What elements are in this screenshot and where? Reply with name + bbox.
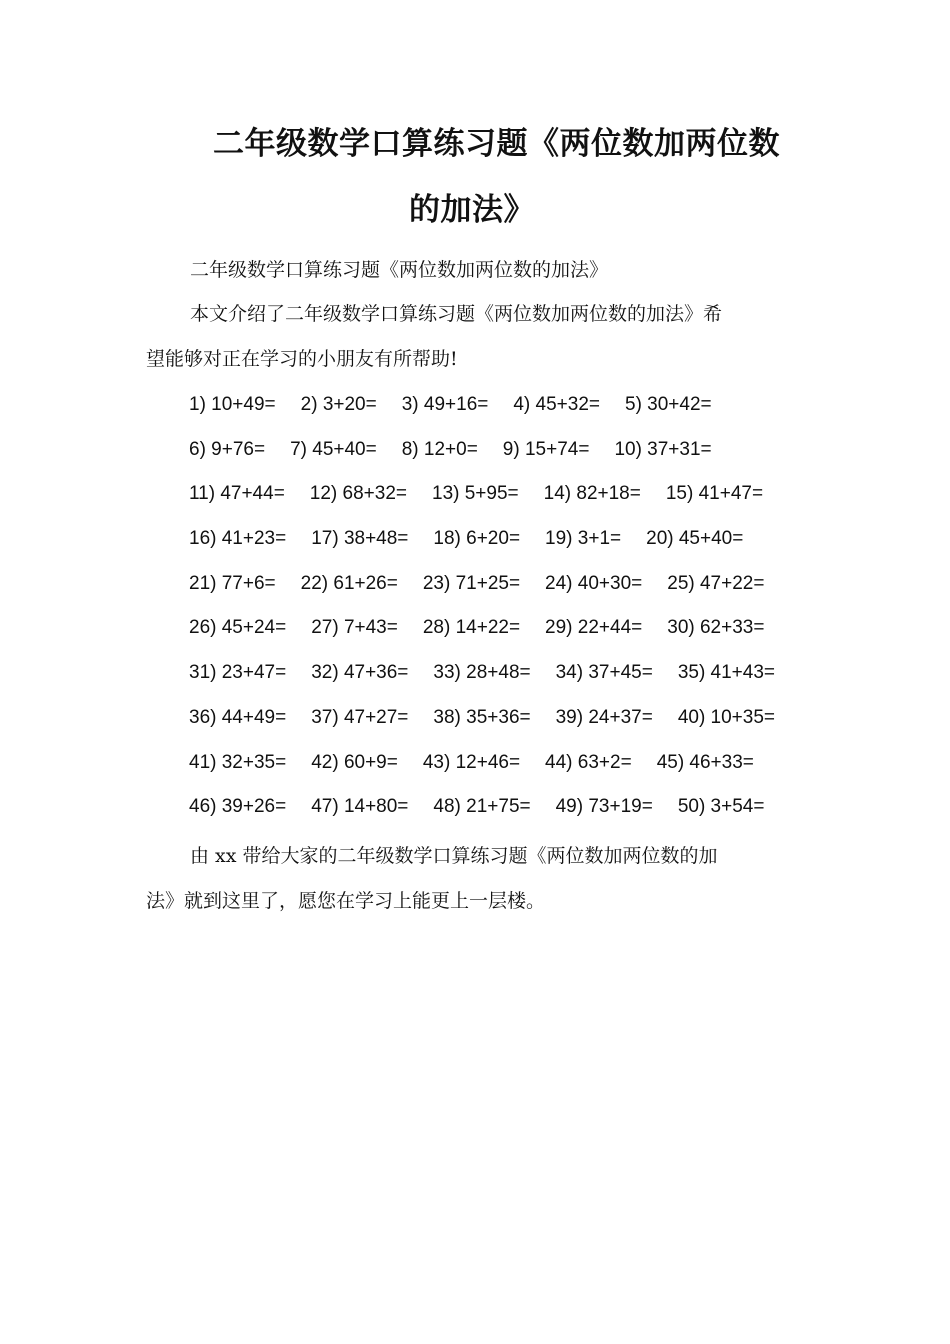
document-title-line-1: 二年级数学口算练习题《两位数加两位数 — [213, 126, 780, 162]
arithmetic-problem: 44) 63+2= — [545, 751, 632, 773]
arithmetic-problem: 37) 47+27= — [311, 706, 409, 728]
arithmetic-problem: 15) 41+47= — [665, 483, 764, 505]
problem-row — [189, 703, 829, 748]
arithmetic-problem: 48) 21+75= — [433, 796, 531, 818]
arithmetic-problem: 25) 47+22= — [667, 572, 765, 594]
closing-paragraph-line-2: 法》就到这里了，愿您在学习上能更上一层楼。 — [146, 890, 546, 912]
arithmetic-problem: 6) 9+76= — [189, 438, 266, 460]
problem-row — [189, 524, 829, 569]
problem-row — [189, 479, 829, 524]
arithmetic-problem: 2) 3+20= — [300, 394, 377, 415]
arithmetic-problem: 20) 45+40= — [646, 528, 744, 550]
arithmetic-problem: 22) 61+26= — [300, 572, 398, 594]
arithmetic-problem: 9) 15+74= — [502, 438, 590, 460]
arithmetic-problem: 41) 32+35= — [189, 751, 287, 773]
arithmetic-problem: 24) 40+30= — [545, 572, 643, 594]
arithmetic-problem: 4) 45+32= — [513, 394, 600, 415]
arithmetic-problem: 34) 37+45= — [555, 662, 653, 684]
arithmetic-problem: 47) 14+80= — [311, 796, 409, 818]
closing-paragraph-line-1: 由 xx 带给大家的二年级数学口算练习题《两位数加两位数的加 — [190, 845, 718, 867]
arithmetic-problem: 10) 37+31= — [614, 438, 712, 460]
arithmetic-problem: 21) 77+6= — [189, 572, 276, 594]
arithmetic-problem: 18) 6+20= — [433, 528, 521, 550]
arithmetic-problem: 26) 45+24= — [189, 617, 287, 639]
problem-row — [189, 792, 829, 837]
problem-row — [189, 613, 829, 658]
arithmetic-problem: 16) 41+23= — [189, 528, 287, 550]
arithmetic-problem: 7) 45+40= — [290, 438, 377, 460]
arithmetic-problem: 36) 44+49= — [189, 706, 287, 728]
problem-row — [189, 569, 829, 614]
problem-row — [189, 390, 829, 435]
arithmetic-problem: 27) 7+43= — [311, 617, 398, 639]
arithmetic-problem: 46) 39+26= — [189, 796, 287, 818]
arithmetic-problem: 42) 60+9= — [311, 751, 398, 773]
arithmetic-problem: 30) 62+33= — [667, 617, 765, 639]
arithmetic-problem: 33) 28+48= — [433, 662, 531, 684]
document-subtitle: 二年级数学口算练习题《两位数加两位数的加法》 — [190, 259, 609, 281]
arithmetic-problem: 8) 12+0= — [401, 438, 478, 460]
problem-row — [189, 748, 829, 793]
arithmetic-problem: 31) 23+47= — [189, 662, 287, 684]
problem-row — [189, 435, 829, 480]
intro-paragraph-line-1: 本文介绍了二年级数学口算练习题《两位数加两位数的加法》希 — [190, 303, 723, 325]
arithmetic-problem: 11) 47+44= — [189, 483, 285, 505]
arithmetic-problem: 50) 3+54= — [677, 796, 765, 818]
arithmetic-problem: 45) 46+33= — [656, 751, 754, 773]
arithmetic-problem: 38) 35+36= — [433, 706, 531, 728]
arithmetic-problem: 39) 24+37= — [555, 706, 653, 728]
arithmetic-problem: 23) 71+25= — [422, 572, 521, 594]
problem-row — [189, 658, 829, 703]
arithmetic-problem: 5) 30+42= — [625, 394, 712, 415]
arithmetic-problem: 49) 73+19= — [555, 796, 653, 818]
arithmetic-problem-list — [189, 390, 829, 837]
arithmetic-problem: 19) 3+1= — [545, 528, 622, 550]
document-title-line-2: 的加法》 — [409, 192, 535, 228]
arithmetic-problem: 12) 68+32= — [309, 483, 407, 505]
arithmetic-problem: 3) 49+16= — [401, 394, 489, 415]
arithmetic-problem: 1) 10+49= — [189, 394, 276, 415]
arithmetic-problem: 17) 38+48= — [311, 528, 409, 550]
arithmetic-problem: 40) 10+35= — [677, 706, 776, 728]
arithmetic-problem: 43) 12+46= — [422, 751, 521, 773]
arithmetic-problem: 14) 82+18= — [543, 483, 641, 505]
arithmetic-problem: 13) 5+95= — [432, 483, 519, 505]
intro-paragraph-line-2: 望能够对正在学习的小朋友有所帮助! — [146, 348, 458, 370]
arithmetic-problem: 32) 47+36= — [311, 662, 409, 684]
arithmetic-problem: 29) 22+44= — [545, 617, 643, 639]
arithmetic-problem: 28) 14+22= — [422, 617, 521, 639]
arithmetic-problem: 35) 41+43= — [677, 662, 776, 684]
